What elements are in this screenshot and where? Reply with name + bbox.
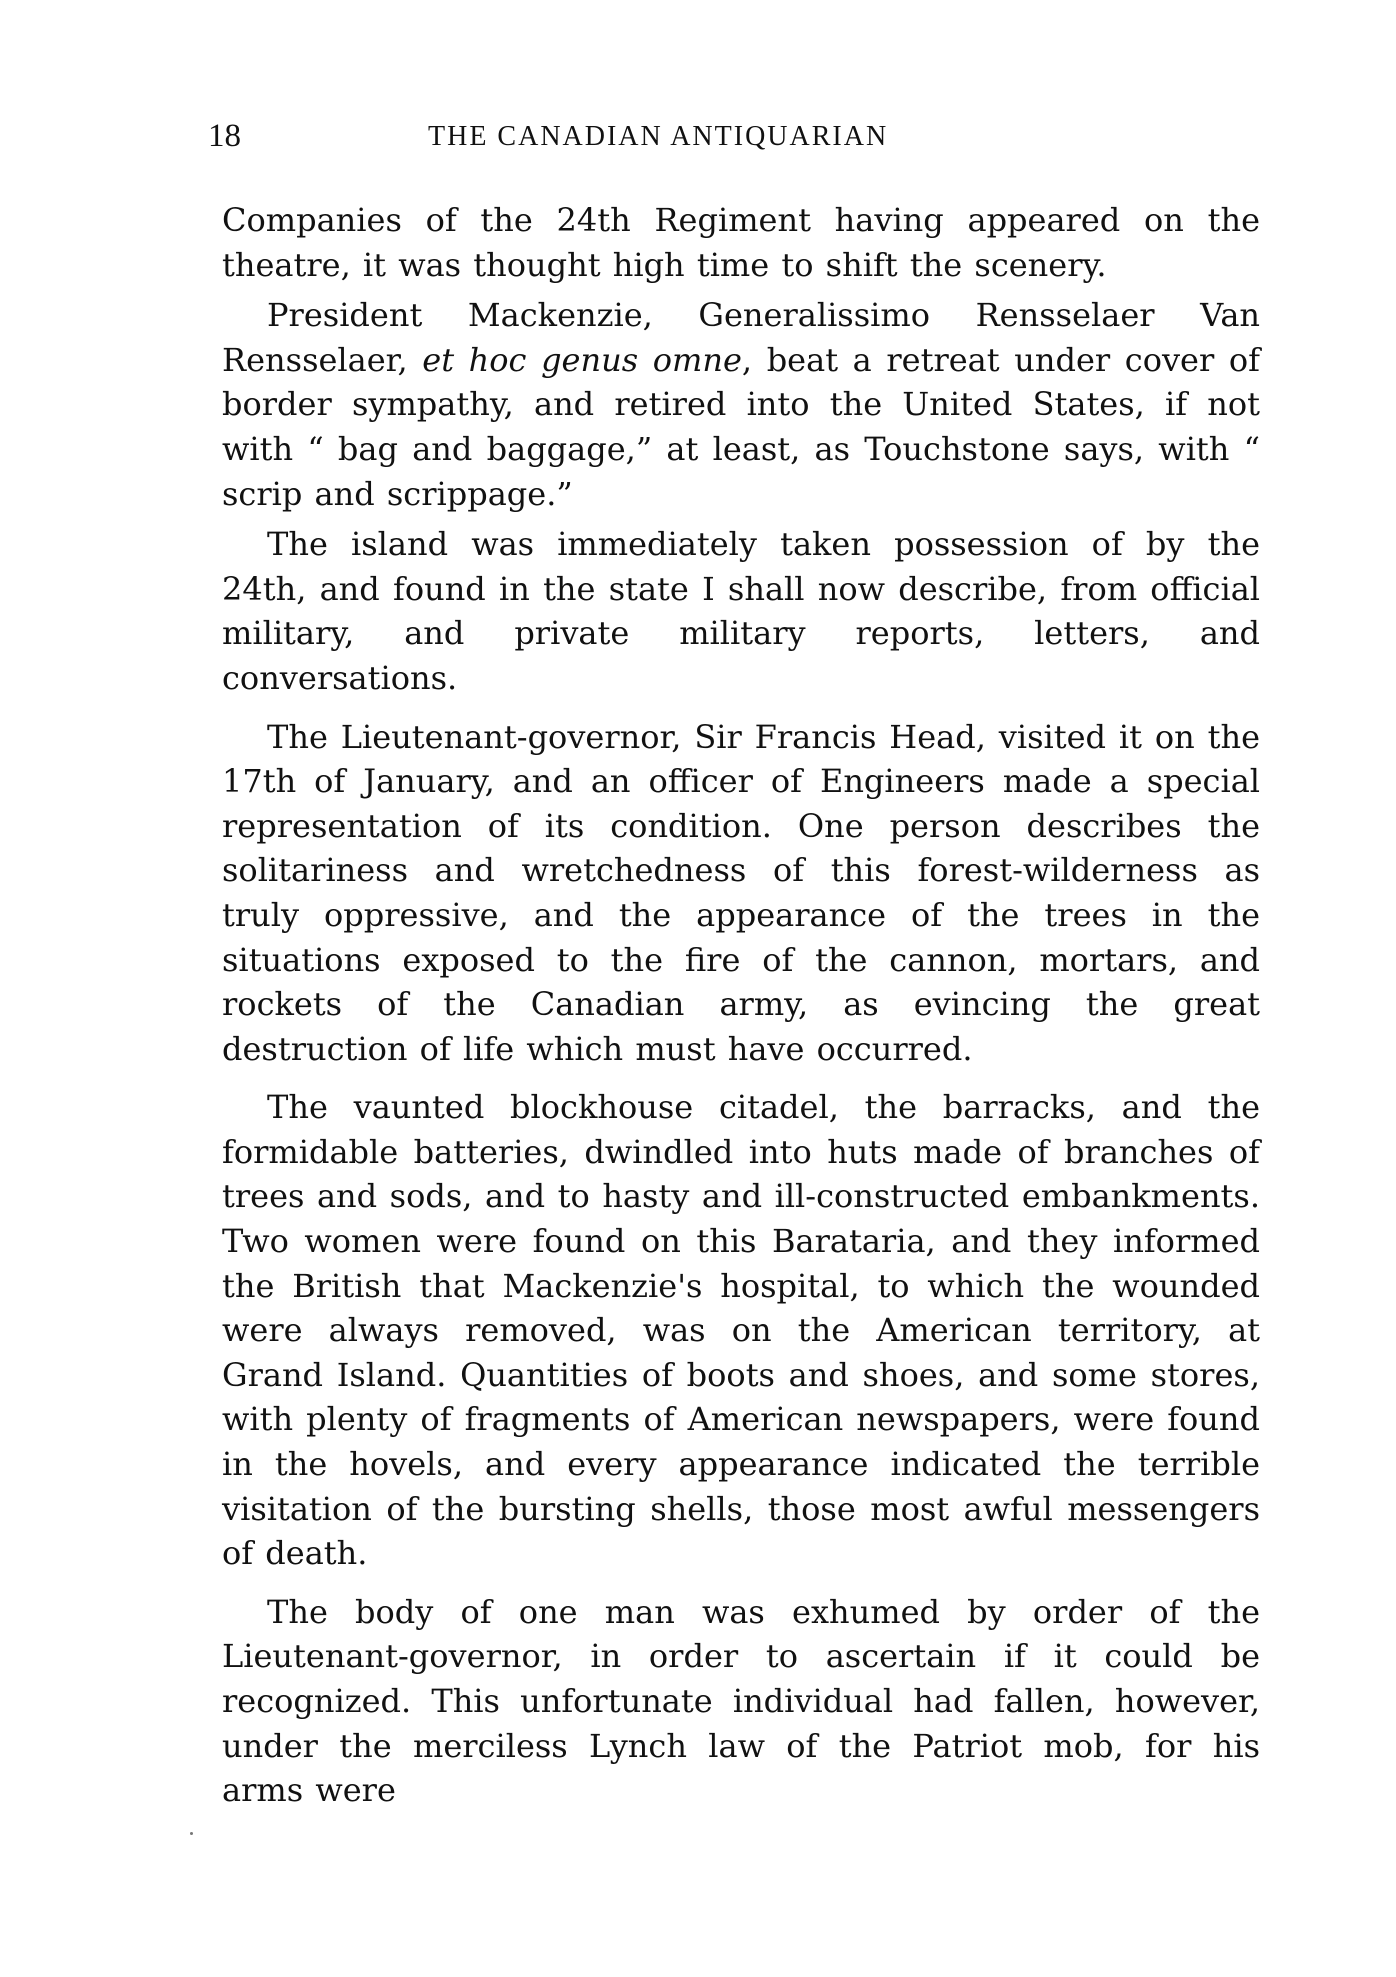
page-header xyxy=(208,118,1263,168)
paragraph-6: The body of one man was exhumed by order of the Lieutenant-governor, in order to ascertain if it could be recognized. This unfortunate individual had fallen, however, under the merciless Lynch law of the Patriot mob, for his arms were xyxy=(222,1592,1260,1810)
print-speck xyxy=(190,1832,193,1835)
running-title: THE CANADIAN ANTIQUARIAN xyxy=(428,121,889,152)
paragraph-2-before: President Mackenzie, Generalissimo Rensselaer Van Rensselaer, xyxy=(222,296,1260,379)
paragraph-2-italic: et hoc genus omne xyxy=(422,340,742,379)
paragraph-4: The Lieutenant-governor, Sir Francis Head, visited it on the 17th of January, and an officer of Engineers made a special representation of its condition. One person describes the solitariness and wretchedness of this forest-wilderness as truly oppressive, and the appearance of the trees in the situations exposed to the fire of the cannon, mortars, and rockets of the Canadian army, as evincing the great destruction of life which must have occurred. xyxy=(222,717,1260,1068)
paragraph-2-after: , beat a retreat under cover of border sympathy, and retired into the United States, if not with “ bag and baggage,” at least, as Touchstone says, with “ scrip and scrippage.” xyxy=(222,340,1261,513)
paragraph-2 xyxy=(222,293,1260,516)
page-number: 18 xyxy=(208,118,241,154)
paragraph-5: The vaunted blockhouse citadel, the barracks, and the formidable batteries, dwindled into huts made of branches of trees and sods, and to hasty and ill-constructed embankments. Two women were found on this Barataria, and they informed the British that Mackenzie's hospital, to which the wounded were always removed, was on the American territory, at Grand Island. Quantities of boots and shoes, and some stores, with plenty of fragments of American newspapers, were found in the hovels, and every appearance indicated the terrible visitation of the bursting shells, those most awful messengers of death. xyxy=(222,1088,1260,1573)
paragraph-1: Companies of the 24th Regiment having appeared on the theatre, it was thought high time to shift the scenery. xyxy=(222,201,1260,284)
body-text xyxy=(222,198,1260,1819)
paragraph-3: The island was immediately taken possession of by the 24th, and found in the state I shall now describe, from official military, and private military reports, letters, and conversations. xyxy=(222,525,1260,697)
